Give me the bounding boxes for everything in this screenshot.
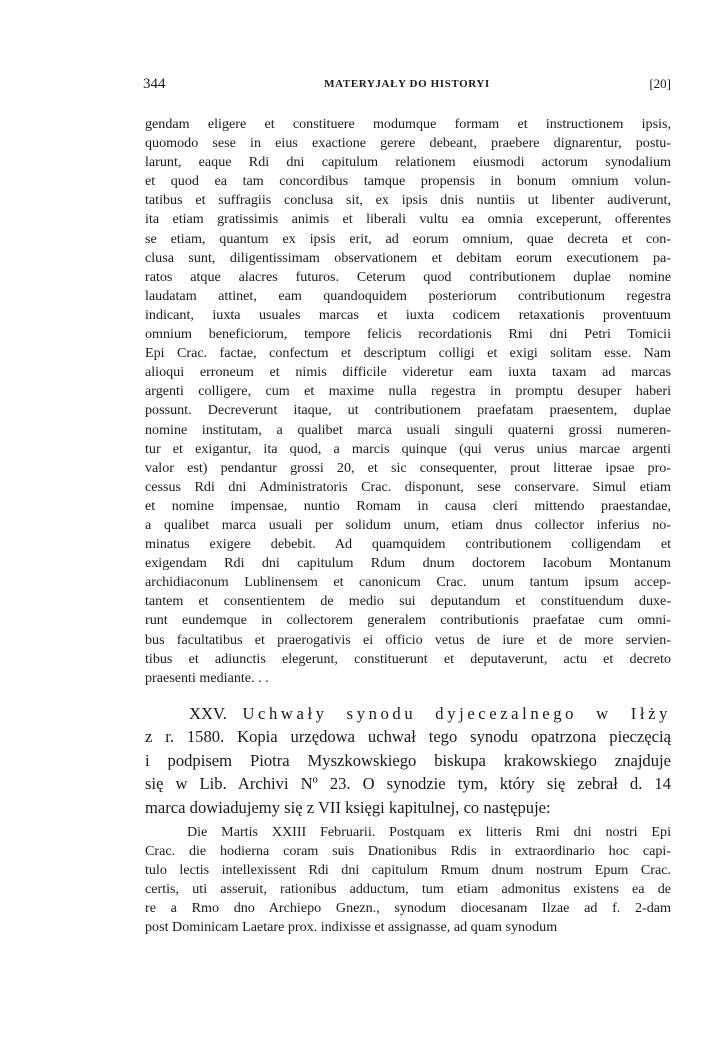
- text-line: et quod ea tam concordibus tamque propensis in bonum omnium volun-: [145, 173, 671, 190]
- section-heading-line: [145, 702, 671, 725]
- running-title: MATERYJAŁY DO HISTORYI: [324, 78, 490, 90]
- text-line: nomine institutam, a qualibet marca usuali singuli quaterni grossi numeren-: [145, 421, 671, 438]
- text-line: tantem et consentientem de medio sui deputandum et constituendum duxe-: [145, 593, 671, 610]
- text-line: archidiaconum Lublinensem et canonicum Crac. unum tantum ipsum accep-: [145, 574, 671, 591]
- text-line: Die Martis XXIII Februarii. Postquam ex litteris Rmi dni nostri Epi: [187, 824, 671, 840]
- text-line: tur et exigantur, ita quod, a marcis quinque (qui verus unius marcae argenti: [145, 440, 671, 457]
- text-line: certis, uti asseruit, rationibus adductum, tum etiam admonitus existens ea de: [145, 881, 671, 898]
- text-line: possunt. Decreverunt itaque, ut contributionem praefatam praesentem, duplae: [145, 402, 671, 419]
- text-line: valor est) pendantur grossi 20, et sic consequenter, prout litterae ipsae pro-: [145, 459, 671, 476]
- text-line: minatus exigere debebit. Ad quamquidem contributionem colligendam et: [145, 536, 671, 553]
- text-line: tibus et adiunctis elegerunt, constituerunt et deputaverunt, actu et decreto: [145, 650, 671, 667]
- text-line: indicant, iuxta usuales marcas et iuxta codicem retaxationis proventuum: [145, 306, 671, 323]
- text-line: Epi Crac. factae, confectum et descriptum colligi et exigi solitam esse. Nam: [145, 345, 671, 362]
- page-number: 344: [143, 76, 166, 92]
- polish-section: [145, 702, 671, 819]
- page-header: [143, 76, 671, 96]
- text-line: Crac. die hodierna coram suis Dnationibus Rdis in extraordinario hoc capi-: [145, 843, 671, 860]
- text-line: laudatam attinet, eam quandoquidem posteriorum contributionum regestra: [145, 287, 671, 304]
- text-line: exigendam Rdi dni capitulum Rdum dnum doctorem Iacobum Montanum: [145, 555, 671, 572]
- text-line: tatibus et suffragiis conclusa sit, ex ipsis dnis nuntiis ut libenter audiverunt,: [145, 192, 671, 209]
- text-line: tulo lectis intellexissent Rdi dni capitulum Rmum dnum nostrum Epum Crac.: [145, 862, 671, 879]
- text-line: clusa sunt, diligentissimam observationem et debitam eorum executionem pa-: [145, 249, 671, 266]
- text-line: ratos atque alacres futuros. Ceterum quod contributionem duplae nomine: [145, 268, 671, 285]
- text-line: argenti colligere, cum et maxime nulla regestra in promptu desuper haberi: [145, 383, 671, 400]
- text-line: quomodo sese in eius exactione gerere debeant, praebere dignarentur, postu-: [145, 135, 671, 152]
- text-line: się w Lib. Archivi Nº 23. O synodzie tym, który się zebrał d. 14: [145, 774, 671, 794]
- text-line: post Dominicam Laetare prox. indixisse et assignasse, ad quam synodum: [145, 919, 558, 936]
- text-line: omnium beneficiorum, tempore felicis recordationis Rmi dni Petri Tomicii: [145, 326, 671, 343]
- text-line: bus facultatibus et praerogativis ei officio vetus de iure et de more servien-: [145, 631, 671, 648]
- text-line: larunt, eaque Rdi dni capitulum relationem eiusmodi actorum synodalium: [145, 154, 671, 171]
- text-line: gendam eligere et constituere modumque formam et instructionem ipsis,: [145, 116, 671, 132]
- text-line: z r. 1580. Kopia urzędowa uchwał tego synodu opatrzona pieczęcią: [145, 727, 671, 747]
- text-line: i podpisem Piotra Myszkowskiego biskupa krakowskiego znajduje: [145, 750, 671, 770]
- text-line: re a Rmo dno Archiepo Gnezn., synodum diocesanam Ilzae ad f. 2-dam: [145, 900, 671, 917]
- text-line: praesenti mediante. . .: [145, 669, 269, 686]
- section-title: Uchwały synodu dyjecezalnego w Iłży: [242, 704, 671, 723]
- text-line: cessus Rdi dni Administratoris Crac. disponunt, sese conservare. Simul etiam: [145, 478, 671, 495]
- text-line: marca dowiadujemy się z VII księgi kapitulnej, co następuje:: [145, 797, 551, 817]
- text-line: alioqui erroneum et nimis difficile videretur eam iuxta taxam ad marcas: [145, 364, 671, 381]
- text-line: a qualibet marca usuali per solidum unum, etiam dnus collector inferius no-: [145, 516, 671, 533]
- section-number: XXV.: [189, 704, 227, 723]
- text-line: et nomine impensae, nuntio Romam in causa cleri mittendo praestandae,: [145, 497, 671, 514]
- text-line: runt eundemque in collectorem generalem contributionis praefatae cum omni-: [145, 612, 671, 629]
- latin-text-block-1: [145, 115, 671, 688]
- text-line: ita etiam gratissimis animis et liberali vultu ea omnia exceperunt, offerentes: [145, 211, 671, 228]
- latin-text-block-2: [145, 823, 671, 938]
- text-line: se etiam, quantum ex ipsis erit, ad eorum omnium, quae decreta et con-: [145, 230, 671, 247]
- section-marker: [20]: [649, 76, 671, 91]
